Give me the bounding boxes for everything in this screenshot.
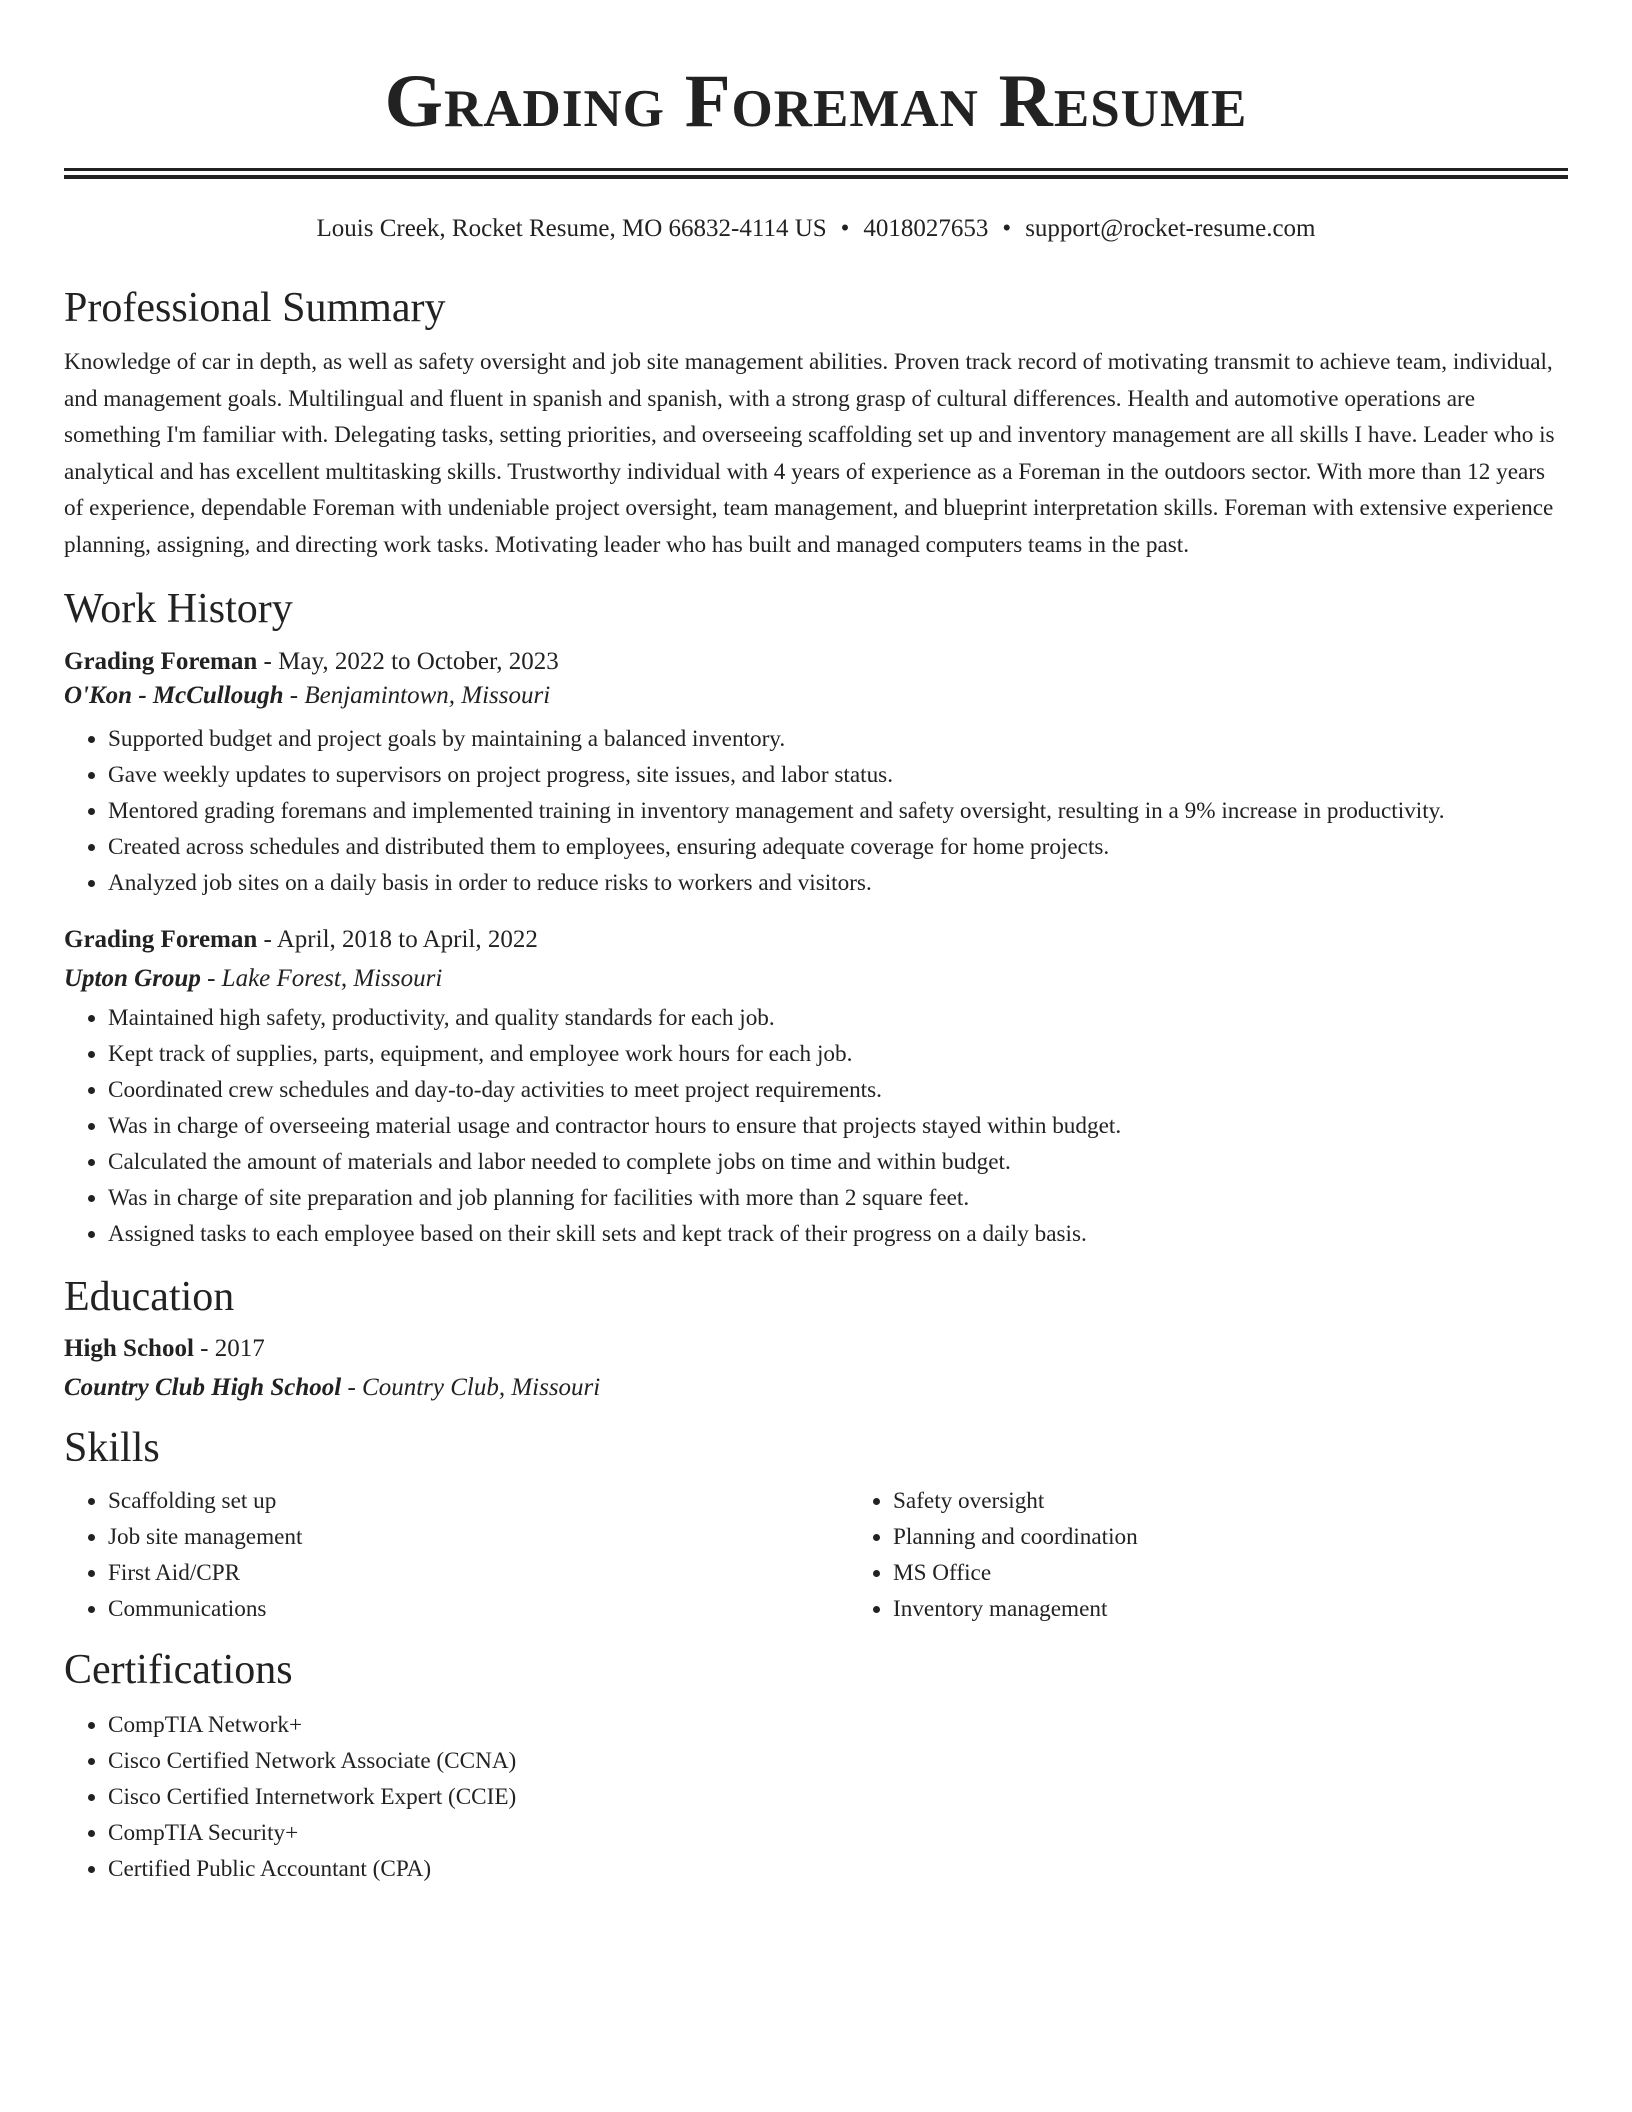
- contact-line: [64, 213, 1568, 245]
- skill-item: • MS Office: [893, 1555, 1632, 1591]
- certification-item: • Cisco Certified Network Associate (CCNA): [108, 1743, 1568, 1779]
- education-entry: [64, 1332, 1568, 1405]
- skills-heading: Skills: [64, 1425, 160, 1471]
- skill-item: • Safety oversight: [893, 1483, 1632, 1519]
- contact-address: Louis Creek, Rocket Resume, MO 66832-4114 US: [316, 215, 827, 242]
- job-entry: [64, 923, 1568, 1252]
- job-dates: - May, 2022 to October, 2023: [257, 648, 559, 675]
- title-divider-thick: [64, 168, 1568, 171]
- job-company-line: [64, 962, 1568, 996]
- skill-item: • Planning and coordination: [893, 1519, 1632, 1555]
- job-bullet: • Assigned tasks to each employee based on their skill sets and kept track of their progress on a daily basis.: [108, 1216, 1568, 1252]
- skill-item: • First Aid/CPR: [108, 1555, 849, 1591]
- resume-title: Grading Foreman Resume: [384, 60, 1248, 143]
- job-bullet: • Calculated the amount of materials and labor needed to complete jobs on time and within budget.: [108, 1144, 1568, 1180]
- job-bullet: • Created across schedules and distributed them to employees, ensuring adequate coverage for home projects.: [108, 829, 1568, 865]
- job-company-line: [64, 679, 1568, 713]
- certifications-heading: Certifications: [64, 1647, 293, 1693]
- skill-item: • Job site management: [108, 1519, 849, 1555]
- skill-item: • Scaffolding set up: [108, 1483, 849, 1519]
- job-bullet: • Mentored grading foremans and implemented training in inventory management and safety oversight, resulting in a 9% increase in productivity.: [108, 793, 1568, 829]
- certification-item: • Cisco Certified Internetwork Expert (CCIE): [108, 1779, 1568, 1815]
- summary-text: Knowledge of car in depth, as well as safety oversight and job site management abilities. Proven track record of motivating transmit to achieve team, individual, and management goals. Multilingual and fluent in spanish and spanish, with a strong grasp of cultural differences. Health and automotive operations are something I'm familiar with. Delegating tasks, setting priorities, and overseeing scaffolding set up and inventory management are all skills I have. Leader who is analytical and has excellent multitasking skills. Trustworthy individual with 4 years of experience as a Foreman in the outdoors sector. With more than 12 years of experience, dependable Foreman with undeniable project oversight, team management, and blueprint interpretation skills. Foreman with extensive experience planning, assigning, and directing work tasks. Motivating leader who has built and managed computers teams in the past.: [64, 349, 1555, 558]
- certifications-list: [64, 1707, 1568, 1887]
- skills-list-right: [849, 1483, 1632, 1627]
- job-bullet: • Kept track of supplies, parts, equipment, and employee work hours for each job.: [108, 1036, 1568, 1072]
- job-bullet: • Analyzed job sites on a daily basis in order to reduce risks to workers and visitors.: [108, 865, 1568, 901]
- job-bullets: [64, 721, 1568, 901]
- job-entry: [64, 645, 1568, 901]
- work-history-heading: Work History: [64, 586, 293, 632]
- skill-item: • Communications: [108, 1591, 849, 1627]
- job-bullet: • Gave weekly updates to supervisors on project progress, site issues, and labor status.: [108, 757, 1568, 793]
- contact-email: support@rocket-resume.com: [1025, 215, 1316, 242]
- job-location: - Lake Forest, Missouri: [200, 965, 443, 992]
- job-location: - Benjamintown, Missouri: [283, 682, 551, 709]
- certification-item: • CompTIA Security+: [108, 1815, 1568, 1851]
- job-title: Grading Foreman: [64, 926, 258, 953]
- job-company: Upton Group: [64, 965, 201, 992]
- job-title: Grading Foreman: [64, 648, 258, 675]
- job-bullet: • Was in charge of overseeing material usage and contractor hours to ensure that projects stayed within budget.: [108, 1108, 1568, 1144]
- education-year: - 2017: [193, 1335, 265, 1362]
- summary-heading: Professional Summary: [64, 285, 446, 331]
- job-dates: - April, 2018 to April, 2022: [257, 926, 538, 953]
- job-bullet: • Supported budget and project goals by maintaining a balanced inventory.: [108, 721, 1568, 757]
- contact-phone: 4018027653: [863, 215, 989, 242]
- skills-grid: [64, 1483, 1568, 1627]
- education-school: Country Club High School: [64, 1374, 342, 1401]
- certification-item: • CompTIA Network+: [108, 1707, 1568, 1743]
- job-bullet: • Coordinated crew schedules and day-to-day activities to meet project requirements.: [108, 1072, 1568, 1108]
- certification-item: • Certified Public Accountant (CPA): [108, 1851, 1568, 1887]
- skill-item: • Inventory management: [893, 1591, 1632, 1627]
- education-degree: High School: [64, 1335, 194, 1362]
- job-company: O'Kon - McCullough: [64, 682, 284, 709]
- job-bullets: [64, 1000, 1568, 1252]
- education-heading: Education: [64, 1274, 235, 1320]
- skills-list-left: [64, 1483, 849, 1627]
- job-title-line: [64, 923, 1568, 957]
- job-title-line: [64, 645, 1568, 679]
- education-location: - Country Club, Missouri: [341, 1374, 601, 1401]
- job-bullet: • Maintained high safety, productivity, and quality standards for each job.: [108, 1000, 1568, 1036]
- job-bullet: • Was in charge of site preparation and job planning for facilities with more than 2 square feet.: [108, 1180, 1568, 1216]
- contact-separator: •: [1002, 215, 1012, 242]
- contact-separator: •: [840, 215, 850, 242]
- education-degree-line: [64, 1332, 1568, 1366]
- education-school-line: [64, 1371, 1568, 1405]
- title-divider-thin: [64, 175, 1568, 179]
